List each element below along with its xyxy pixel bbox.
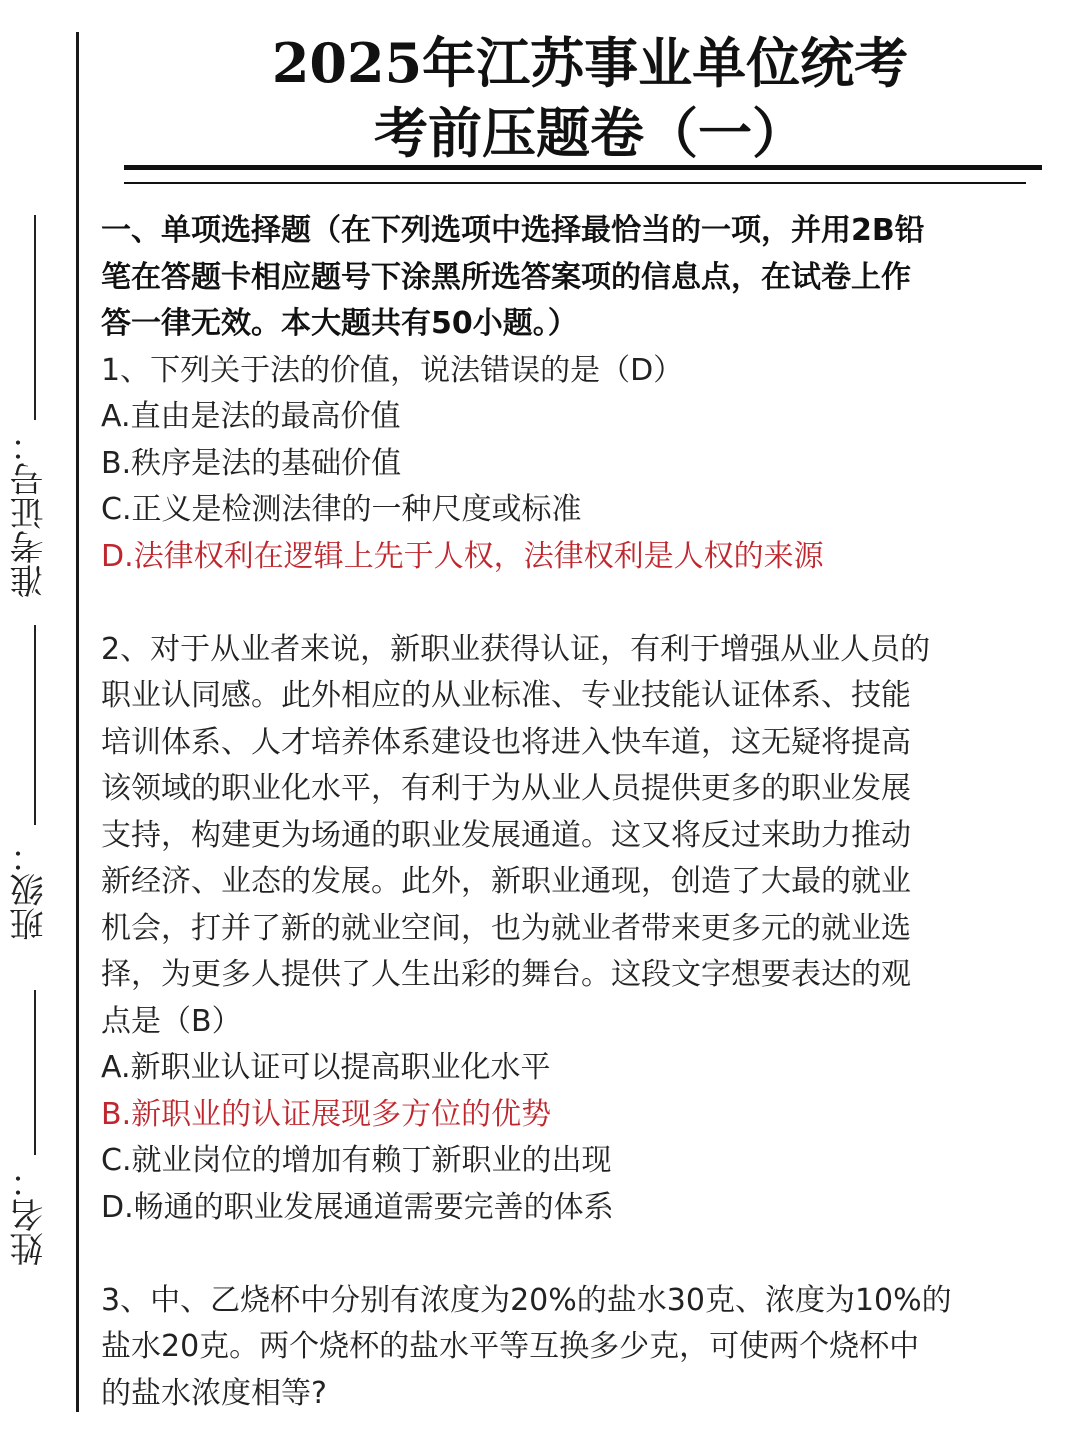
question-2-stem-line: 支持，构建更为场通的职业发展通道。这又将反过来助力推动	[101, 817, 911, 853]
question-2	[101, 627, 1021, 1232]
page-title-line1: 2025年江苏事业单位统考	[271, 31, 909, 95]
section-heading-line: 笔在答题卡相应题号下涂黑所选答案项的信息点，在试卷上作	[101, 259, 911, 295]
question-2-option-d: D.畅通的职业发展通道需要完善的体系	[101, 1189, 614, 1225]
class-blank-line	[34, 625, 36, 825]
question-2-option-a: A.新职业认证可以提高职业化水平	[101, 1050, 551, 1085]
name-label: 姓名：	[10, 1164, 50, 1266]
question-1-option-a: A.直由是法的最高价值	[101, 399, 401, 434]
title-rule-thin	[124, 182, 1026, 184]
question-2-stem-line: 培训体系、人才培养体系建设也将进入快车道，这无疑将提高	[101, 724, 911, 760]
binding-margin-rule	[76, 32, 79, 1412]
page-title-line2: 考前压题卷（一）	[374, 101, 806, 165]
title-rule-thick	[124, 165, 1042, 170]
question-2-stem-line: 职业认同感。此外相应的从业标准、专业技能认证体系、技能	[101, 678, 911, 713]
question-3-stem-line: 3、中、乙烧杯中分别有浓度为20%的盐水30克、浓度为10%的	[101, 1282, 952, 1318]
question-2-stem-line: 择，为更多人提供了人生出彩的舞台。这段文字想要表达的观	[101, 957, 911, 992]
question-1-option-d-correct: D.法律权利在逻辑上先于人权，法律权利是人权的来源	[101, 538, 824, 574]
question-2-stem-line: 该领域的职业化水平，有利于为从业人员提供更多的职业发展	[101, 771, 911, 806]
question-1	[101, 348, 1021, 581]
question-3-stem-line: 的盐水浓度相等?	[101, 1375, 327, 1411]
question-2-stem-line: 点是（B）	[101, 1003, 242, 1039]
question-2-stem-line: 新经济、业态的发展。此外，新职业通现，创造了大最的就业	[101, 864, 911, 899]
exam-id-blank-line	[34, 215, 36, 420]
section-heading-line: 一、单项选择题（在下列选项中选择最恰当的一项，并用2B铅	[101, 213, 925, 248]
class-label: 班级：	[10, 839, 50, 941]
question-2-option-b-correct: B.新职业的认证展现多方位的优势	[101, 1096, 552, 1132]
question-2-stem-line: 机会，打并了新的就业空间，也为就业者带来更多元的就业选	[101, 910, 911, 946]
spacer	[101, 1231, 1021, 1278]
section-heading	[101, 208, 1021, 348]
question-1-option-c: C.正义是检测法律的一种尺度或标准	[101, 492, 582, 527]
question-3	[101, 1278, 1021, 1418]
exam-content	[101, 208, 1021, 1417]
question-2-stem-line: 2、对于从业者来说，新职业获得认证，有利于增强从业人员的	[101, 631, 931, 667]
question-3-stem-line: 盐水20克。两个烧杯的盐水平等互换多少克，可使两个烧杯中	[101, 1329, 920, 1364]
section-heading-line: 答一律无效。本大题共有50小题。）	[101, 306, 578, 341]
exam-id-label: 准考证号：	[10, 428, 50, 598]
name-blank-line	[34, 990, 36, 1155]
spacer	[101, 580, 1021, 627]
question-1-stem: 1、下列关于法的价值，说法错误的是（D）	[101, 352, 684, 388]
question-2-option-c: C.就业岗位的增加有赖丁新职业的出现	[101, 1143, 612, 1178]
question-1-option-b: B.秩序是法的基础价值	[101, 445, 402, 481]
